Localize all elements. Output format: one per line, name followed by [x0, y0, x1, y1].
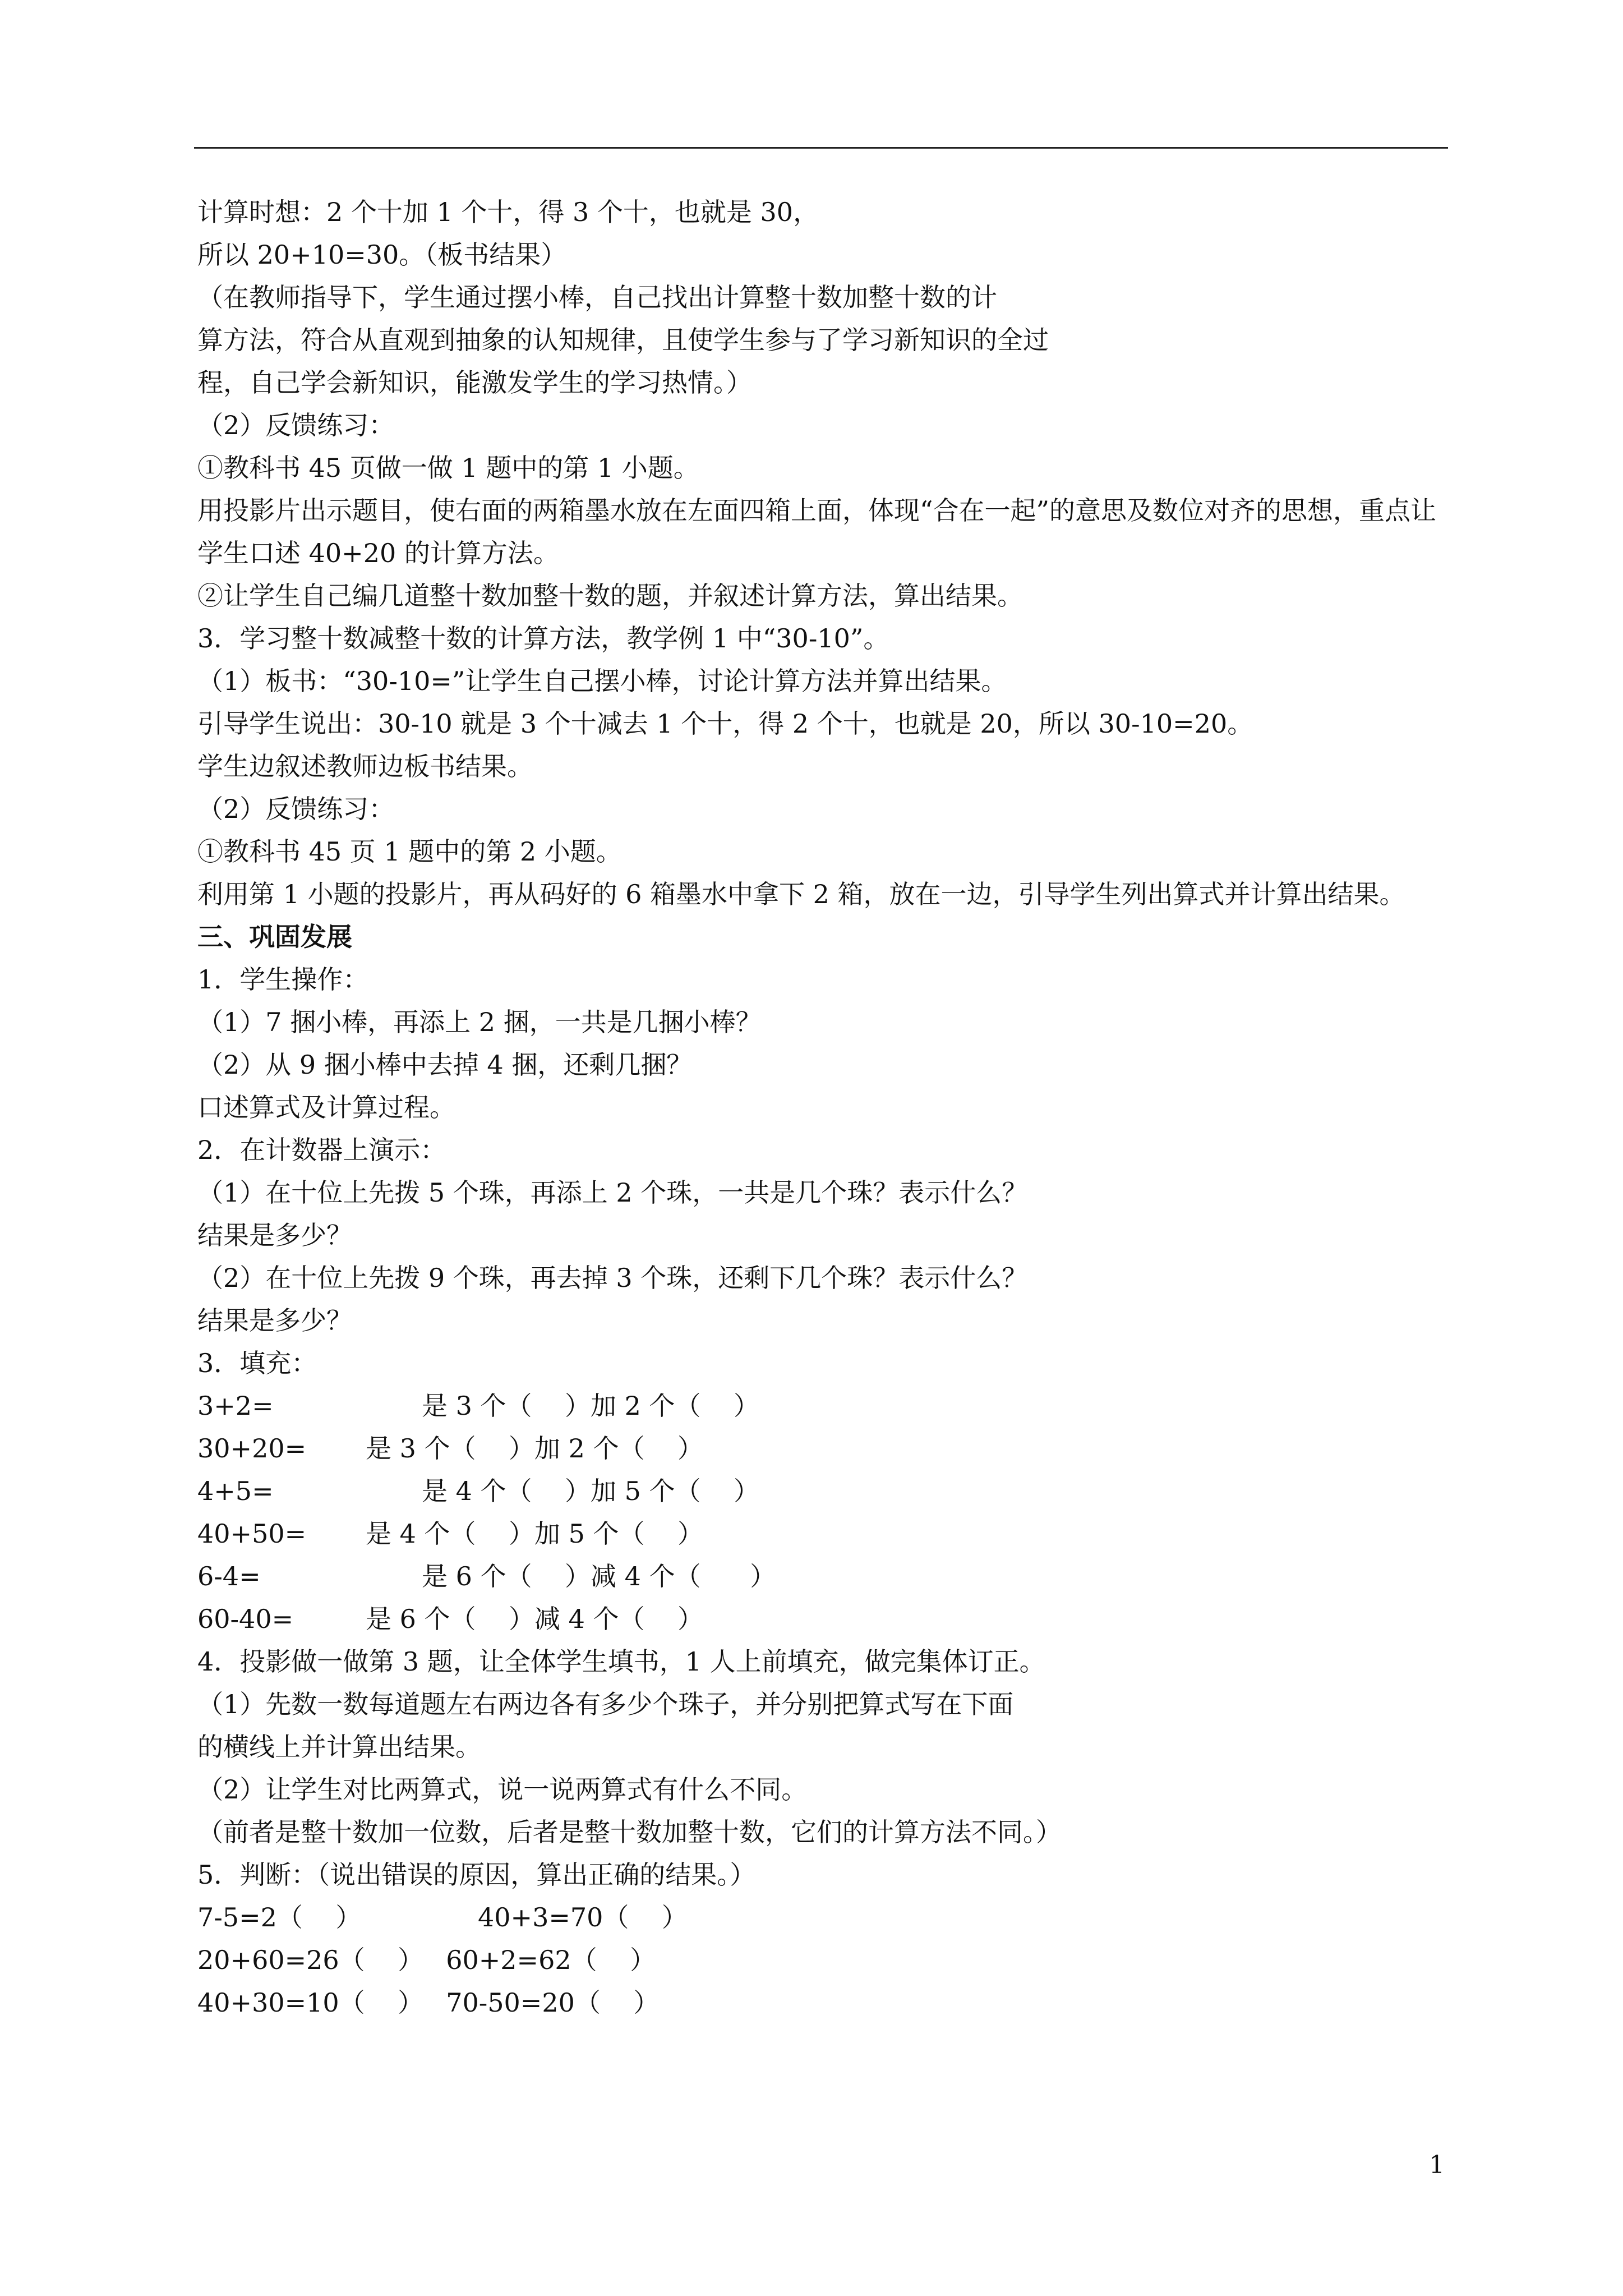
paragraph-ink: 利用第 1 小题的投影片，再从码好的 6 箱墨水中拿下 2 箱，放在一边，引导学生列出算式并计算出结果。 [197, 879, 1405, 909]
judge-item-right: 40+3=70（ ） [478, 1902, 688, 1932]
fill-equation: 3+2= [197, 1391, 274, 1421]
text-line: 的横线上并计算出结果。 [197, 1732, 481, 1762]
fill-row [197, 1470, 1448, 1512]
judgement-exercises [197, 1896, 1448, 2024]
lesson-text-part3 [197, 958, 1448, 1384]
fill-row [197, 1427, 1448, 1470]
page-number: 1 [1429, 2151, 1445, 2179]
text-line: 2．在计数器上演示： [197, 1135, 446, 1165]
fill-row [197, 1555, 1448, 1598]
fill-equation: 40+50= [197, 1519, 307, 1549]
text-line: 程，自己学会新知识，能激发学生的学习热情。） [197, 367, 752, 398]
header-rule [194, 147, 1448, 149]
text-line: ②让学生自己编几道整十数加整十数的题，并叙述计算方法，算出结果。 [197, 581, 1023, 611]
section-heading: 三、巩固发展 [197, 922, 352, 952]
text-line: 学生边叙述教师边板书结果。 [197, 751, 533, 781]
text-line: （在教师指导下，学生通过摆小棒，自己找出计算整十数加整十数的计 [197, 282, 997, 312]
lesson-text-part2 [197, 574, 1448, 873]
text-line: （1）先数一数每道题左右两边各有多少个珠子，并分别把算式写在下面 [197, 1689, 1014, 1719]
judge-row [197, 1939, 1448, 1981]
fill-row [197, 1598, 1448, 1640]
text-line: 结果是多少？ [197, 1220, 352, 1250]
judge-item-right: 60+2=62（ ） [446, 1945, 656, 1975]
fill-equation: 4+5= [197, 1476, 274, 1506]
fill-blank-text: 是 3 个（ ）加 2 个（ ） [366, 1433, 703, 1464]
text-line: （2）让学生对比两算式，说一说两算式有什么不同。 [197, 1774, 808, 1805]
text-line: （1）7 捆小棒，再添上 2 捆，一共是几捆小棒？ [197, 1007, 762, 1037]
paragraph-projection: 用投影片出示题目，使右面的两箱墨水放在左面四箱上面，体现“合在一起”的意思及数位对齐的思想，重点让学生口述 40+20 的计算方法。 [197, 495, 1437, 568]
text-line: 结果是多少？ [197, 1305, 352, 1336]
fill-equation: 60-40= [197, 1604, 294, 1634]
judge-row [197, 1981, 1448, 2024]
text-line: 4．投影做一做第 3 题，让全体学生填书，1 人上前填充，做完集体订正。 [197, 1646, 1045, 1677]
text-line: （2）反馈练习： [197, 794, 395, 824]
fill-blank-text: 是 6 个（ ）减 4 个（ ） [422, 1561, 776, 1591]
text-line: 5．判断：（说出错误的原因，算出正确的结果。） [197, 1860, 756, 1890]
text-line: 3．填充： [197, 1348, 317, 1378]
text-line: （1）在十位上先拨 5 个珠，再添上 2 个珠，一共是几个珠？表示什么？ [197, 1177, 1028, 1208]
judge-row [197, 1896, 1448, 1939]
fill-in-exercises [197, 1384, 1448, 1640]
fill-row [197, 1512, 1448, 1555]
judge-item-left: 40+30=10（ ） [197, 1987, 424, 2018]
judge-item-left: 7-5=2（ ） [197, 1902, 362, 1932]
text-line: 引导学生说出：30-10 就是 3 个十减去 1 个十，得 2 个十，也就是 20，所以 30-10=20。 [197, 708, 1253, 739]
fill-equation: 30+20= [197, 1433, 307, 1464]
fill-blank-text: 是 4 个（ ）加 5 个（ ） [366, 1519, 703, 1549]
text-line: 1．学生操作： [197, 964, 369, 995]
text-line: （2）反馈练习： [197, 410, 395, 440]
document-body [197, 191, 1448, 2024]
lesson-text-part1 [197, 191, 1448, 489]
text-line: ①教科书 45 页做一做 1 题中的第 1 小题。 [197, 453, 699, 483]
fill-blank-text: 是 3 个（ ）加 2 个（ ） [422, 1391, 759, 1421]
text-line: （2）从 9 捆小棒中去掉 4 捆，还剩几捆？ [197, 1050, 693, 1080]
text-line: 口述算式及计算过程。 [197, 1092, 455, 1122]
text-line: （前者是整十数加一位数，后者是整十数加整十数，它们的计算方法不同。） [197, 1817, 1062, 1847]
text-line: （2）在十位上先拨 9 个珠，再去掉 3 个珠，还剩下几个珠？表示什么？ [197, 1263, 1028, 1293]
judge-item-right: 70-50=20（ ） [446, 1987, 660, 2018]
text-line: ①教科书 45 页 1 题中的第 2 小题。 [197, 836, 622, 867]
text-line: 算方法，符合从直观到抽象的认知规律，且使学生参与了学习新知识的全过 [197, 325, 1049, 355]
lesson-text-part4 [197, 1640, 1448, 1896]
text-line: （1）板书：“30-10=”让学生自己摆小棒，讨论计算方法并算出结果。 [197, 666, 1007, 696]
fill-equation: 6-4= [197, 1561, 261, 1591]
fill-row [197, 1384, 1448, 1427]
fill-blank-text: 是 4 个（ ）加 5 个（ ） [422, 1476, 759, 1506]
text-line: 计算时想：2 个十加 1 个十，得 3 个十，也就是 30， [197, 197, 819, 227]
text-line: 3．学习整十数减整十数的计算方法，教学例 1 中“30-10”。 [197, 623, 889, 654]
fill-blank-text: 是 6 个（ ）减 4 个（ ） [366, 1604, 703, 1634]
judge-item-left: 20+60=26（ ） [197, 1945, 424, 1975]
text-line: 所以 20+10=30。（板书结果） [197, 240, 567, 270]
